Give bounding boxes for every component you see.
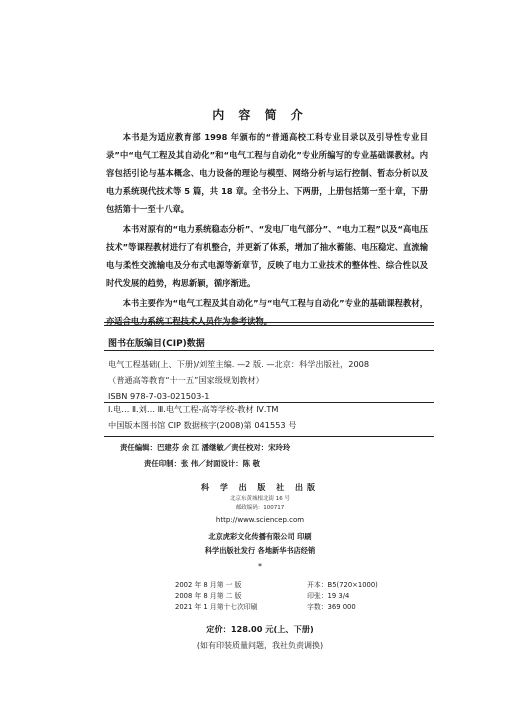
divider xyxy=(104,436,434,437)
editor-credits: 责任编辑：巴建芬 余 江 潘继敏／责任校对：宋玲玲 xyxy=(120,443,291,452)
cip-isbn: ISBN 978-7-03-021503-1 xyxy=(108,391,210,401)
printer-block xyxy=(0,530,520,558)
production-credits: 责任印制：张 伟／封面设计：陈 敬 xyxy=(144,459,261,468)
divider xyxy=(104,350,434,351)
cip-record xyxy=(108,356,428,404)
divider xyxy=(104,402,434,403)
separator-star: * xyxy=(258,562,262,571)
publisher-postcode: 邮政编码：100717 xyxy=(235,505,285,511)
publisher-name: 科 学 出 版 社 出版 xyxy=(201,483,319,492)
edition-specs xyxy=(175,580,415,613)
cip-heading: 图书在版编目(CIP)数据 xyxy=(108,339,205,349)
cip-classification: Ⅰ.电… Ⅱ.刘… Ⅲ.电气工程-高等学校-教材 Ⅳ.TM xyxy=(108,404,279,414)
publisher-block xyxy=(0,481,520,527)
spec-row xyxy=(175,602,415,613)
edition-date: 2008 年 8 月第 二 版 xyxy=(175,592,242,600)
divider xyxy=(104,325,434,326)
spec-value: 开本：B5(720×1000) xyxy=(307,581,378,589)
abstract-paragraph: 本书是为适应教育部 1998 年颁布的“普通高校工科专业目录以及引导性专业目录”中“电气工程及其自动化”和“电气工程与自动化”专业所编写的专业基础课教材。内容包括引论与基本概念、电力设备的理论与模型、网络分析与运行控制、暂态分析以及电力系统现代技术等 5 篇，共 18 章。全书分上、下两册，上册包括第一至十章，下册包括第十一至十八章。 xyxy=(106,132,428,214)
spec-value: 字数：369 000 xyxy=(307,603,356,611)
spec-value: 印张：19 3/4 xyxy=(307,592,350,600)
edition-date: 2002 年 8 月第 一 版 xyxy=(175,581,242,589)
printer-line: 北京虎彩文化传播有限公司 印刷 xyxy=(208,532,312,541)
abstract-paragraph: 本书对原有的“电力系统稳态分析”、“发电厂电气部分”、“电力工程”以及“高电压技术”等课程教材进行了有机整合，并更新了体系，增加了抽水蓄能、电压稳定、直流输电与柔性交流输电及分布式电源等新章节，反映了电力工业技术的整体性、综合性以及时代发展的趋势，构思新颖，循序渐进。 xyxy=(106,224,428,288)
abstract-paragraph: 本书主要作为“电气工程及其自动化”与“电气工程与自动化”专业的基础课程教材，亦适合电力系统工程技术人员作为参考读物。 xyxy=(106,298,428,326)
credits xyxy=(120,440,430,472)
distributor-line: 科学出版社发行 各地新华书店经销 xyxy=(204,546,316,555)
publisher-website: http://www.sciencep.com xyxy=(215,516,305,524)
cip-title-line: 电气工程基础(上、下册)/刘笙主编. —2 版. —北京：科学出版社，2008 xyxy=(108,359,370,369)
spec-row xyxy=(175,591,415,602)
cip-series-line: （普通高等教育“十一五”国家级规划教材） xyxy=(108,375,264,385)
cip-record-number: 中国版本图书馆 CIP 数据核字(2008)第 041553 号 xyxy=(108,420,297,430)
price: 定价：128.00 元(上、下册) xyxy=(206,624,314,634)
edition-date: 2021 年 1 月第十七次印刷 xyxy=(175,603,258,611)
spec-row xyxy=(175,580,415,591)
abstract-title: 内 容 简 介 xyxy=(212,108,308,122)
publisher-address: 北京东黄城根北街 16 号 xyxy=(230,496,290,502)
divider xyxy=(104,322,434,323)
abstract-body xyxy=(106,128,428,332)
quality-notice: (如有印装质量问题，我社负责调换) xyxy=(196,641,324,650)
